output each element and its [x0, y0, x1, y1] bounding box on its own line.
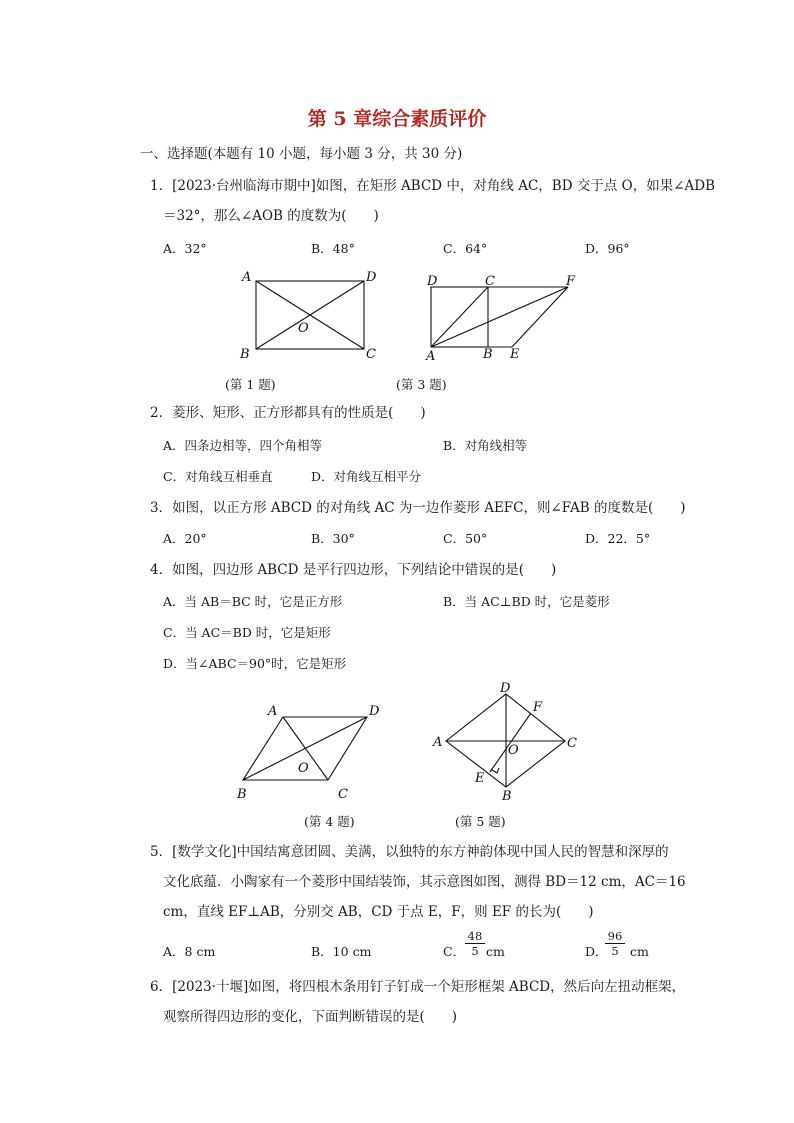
- q5-option-d-fraction: [604, 929, 626, 958]
- fig1-label-b: B: [240, 347, 250, 362]
- q2-option-c: C．对角线互相垂直: [163, 469, 273, 484]
- q5-option-d-denominator: 5: [611, 944, 619, 958]
- fig3-side-ef: [512, 287, 568, 347]
- q3-line1: 3．如图，以正方形 ABCD 的对角线 AC 为一边作菱形 AEFC，则∠FAB 的度数是( ): [150, 500, 686, 516]
- fig5-label-d: D: [500, 681, 511, 696]
- fig1-caption: (第 1 题): [225, 377, 276, 392]
- fig5-label-b: B: [502, 789, 512, 804]
- fig3-label-c: C: [485, 274, 495, 289]
- q3-option-a: A．20°: [163, 531, 207, 546]
- fig1-label-a: A: [242, 270, 252, 285]
- q5-line1: 5．[数学文化]中国结寓意团圆、美满，以独特的东方神韵体现中国人民的智慧和深厚的: [150, 844, 669, 860]
- fig3-label-a: A: [426, 349, 436, 364]
- q5-option-c: C．: [443, 944, 466, 959]
- fig4-label-c: C: [338, 787, 348, 802]
- fig1-label-o: O: [298, 321, 309, 336]
- q1-option-a: A．32°: [163, 241, 207, 256]
- q1-line2: ＝32°，那么∠AOB 的度数为( ): [163, 208, 379, 224]
- q4-option-c: C．当 AC＝BD 时，它是矩形: [163, 625, 331, 640]
- fig5-label-a: A: [433, 735, 443, 750]
- q3-option-b: B．30°: [311, 531, 355, 546]
- q4-option-a: A．当 AB＝BC 时，它是正方形: [163, 594, 343, 609]
- fig3-diagonal-ac: [431, 287, 488, 347]
- q5-line3: cm，直线 EF⊥AB，分别交 AB，CD 于点 E，F，则 EF 的长为( ): [163, 904, 594, 920]
- fig5-label-f: F: [533, 700, 543, 715]
- section-heading: 一、选择题(本题有 10 小题，每小题 3 分，共 30 分): [140, 146, 463, 162]
- q5-line2: 文化底蕴．小陶家有一个菱形中国结装饰，其示意图如图，测得 BD＝12 cm，AC＝16: [163, 874, 686, 890]
- q2-option-b: B．对角线相等: [443, 438, 528, 453]
- fig3-label-f: F: [566, 274, 576, 289]
- q5-option-c-numerator: 48: [467, 929, 483, 943]
- fig5-label-e: E: [475, 771, 485, 786]
- q3-option-c: C．50°: [443, 531, 488, 546]
- q5-option-c-denominator: 5: [471, 944, 479, 958]
- q5-option-c-unit: cm: [486, 944, 505, 959]
- fig1-label-d: D: [366, 270, 377, 285]
- q6-line1: 6．[2023·十堰]如图，将四根木条用钉子钉成一个矩形框架 ABCD，然后向左扭动框架，: [150, 979, 686, 995]
- fig4-label-a: A: [268, 704, 278, 719]
- q5-option-d-unit: cm: [630, 944, 649, 959]
- q5-option-b: B．10 cm: [311, 944, 372, 959]
- q3-option-d: D．22．5°: [585, 531, 651, 546]
- q2-line1: 2．菱形、矩形、正方形都具有的性质是( ): [150, 405, 426, 421]
- q2-option-d: D．对角线互相平分: [311, 469, 422, 484]
- fig3-label-b: B: [483, 347, 493, 362]
- q6-line2: 观察所得四边形的变化，下面判断错误的是( ): [163, 1009, 458, 1025]
- fig3-caption: (第 3 题): [396, 377, 447, 392]
- fig3-label-e: E: [510, 347, 520, 362]
- q4-option-b: B．当 AC⊥BD 时，它是菱形: [443, 594, 610, 609]
- q1-line1: 1．[2023·台州临海市期中]如图，在矩形 ABCD 中，对角线 AC，BD 交于点 O，如果∠ADB: [150, 178, 715, 194]
- q5-option-d: D．: [585, 944, 608, 959]
- q1-option-d: D．96°: [585, 241, 630, 256]
- q4-line1: 4．如图，四边形 ABCD 是平行四边形，下列结论中错误的是( ): [150, 562, 557, 578]
- fig1-label-c: C: [366, 347, 376, 362]
- fig5-right-angle-mark: [492, 768, 499, 773]
- q2-option-a: A．四条边相等，四个角相等: [163, 438, 323, 453]
- q5-option-a: A．8 cm: [163, 944, 216, 959]
- fig4-label-d: D: [369, 704, 380, 719]
- fig5-caption: (第 5 题): [455, 814, 506, 829]
- fig3-label-d: D: [427, 274, 438, 289]
- page-title: 第 5 章综合素质评价: [307, 108, 487, 130]
- q5-option-d-numerator: 96: [607, 929, 623, 943]
- fig4-label-b: B: [237, 787, 247, 802]
- fig5-label-c: C: [567, 736, 577, 751]
- fig5-label-o: O: [508, 743, 519, 758]
- q5-option-c-fraction: [464, 929, 486, 958]
- q4-option-d: D．当∠ABC＝90°时，它是矩形: [163, 656, 347, 671]
- fig3-diagonal-af: [431, 287, 568, 347]
- q1-option-b: B．48°: [311, 241, 355, 256]
- q1-option-c: C．64°: [443, 241, 488, 256]
- fig4-label-o: O: [298, 761, 309, 776]
- fig4-caption: (第 4 题): [304, 814, 355, 829]
